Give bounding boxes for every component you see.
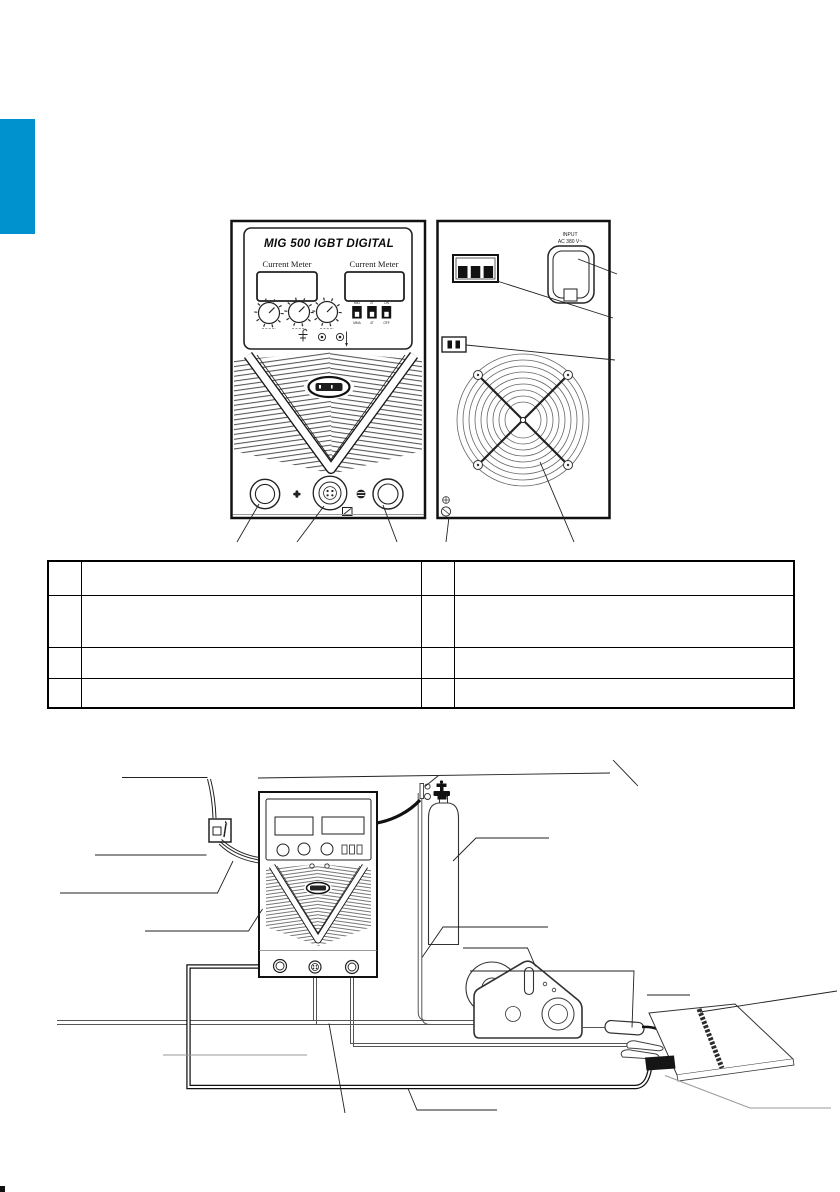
minus-polarity-icon — [357, 490, 366, 499]
table-cell — [48, 647, 81, 678]
terminal-block — [453, 255, 498, 282]
installation-diagram — [57, 760, 837, 1113]
svg-text:ON: ON — [384, 301, 389, 305]
negative-output-socket — [250, 479, 279, 508]
front-panel-title: MIG 500 IGBT DIGITAL — [263, 237, 395, 250]
positive-output-socket — [373, 479, 403, 509]
front-panel-diagram — [232, 221, 426, 518]
left-meter-label: Current Meter — [262, 259, 312, 269]
control-socket — [313, 476, 347, 510]
gas-cylinder — [429, 796, 459, 945]
power-switch-box — [209, 819, 231, 842]
print-corner-mark — [0, 1186, 5, 1192]
right-meter-label: Current Meter — [349, 259, 399, 269]
table-cell — [48, 678, 81, 708]
right-meter-display — [345, 272, 404, 301]
rear-panel-diagram — [438, 221, 610, 518]
table-cell — [48, 595, 81, 647]
table-cell — [81, 561, 421, 595]
input-power-cable — [208, 779, 217, 818]
svg-text:OFF: OFF — [383, 321, 390, 325]
power-inlet — [548, 246, 594, 303]
table-cell — [81, 595, 421, 647]
welding-machine — [259, 792, 377, 977]
front-grille — [234, 352, 422, 474]
table-cell — [421, 561, 454, 595]
gas-hose — [377, 800, 420, 823]
input-label: INPUT — [562, 232, 578, 238]
table-cell — [421, 647, 454, 678]
workpiece — [649, 1004, 794, 1081]
machine-power-cord — [219, 840, 259, 864]
svg-text:MMA: MMA — [353, 321, 361, 325]
svg-text:4T: 4T — [370, 321, 374, 325]
table-cell — [454, 647, 794, 678]
left-meter-display — [257, 272, 317, 301]
table-cell — [454, 595, 794, 647]
table-cell — [421, 678, 454, 708]
table-cell — [81, 678, 421, 708]
gas-regulator — [420, 780, 450, 799]
callout-table — [47, 560, 795, 709]
table-cell — [454, 678, 794, 708]
aux-gas-connector — [442, 337, 466, 352]
svg-text:MIG: MIG — [353, 301, 361, 305]
control-cable — [57, 974, 476, 1025]
table-cell — [48, 561, 81, 595]
svg-text:2T: 2T — [370, 301, 374, 305]
table-cell — [454, 561, 794, 595]
table-cell — [421, 595, 454, 647]
table-cell — [81, 647, 421, 678]
input-voltage-label: AC 380 V~ — [557, 239, 583, 245]
